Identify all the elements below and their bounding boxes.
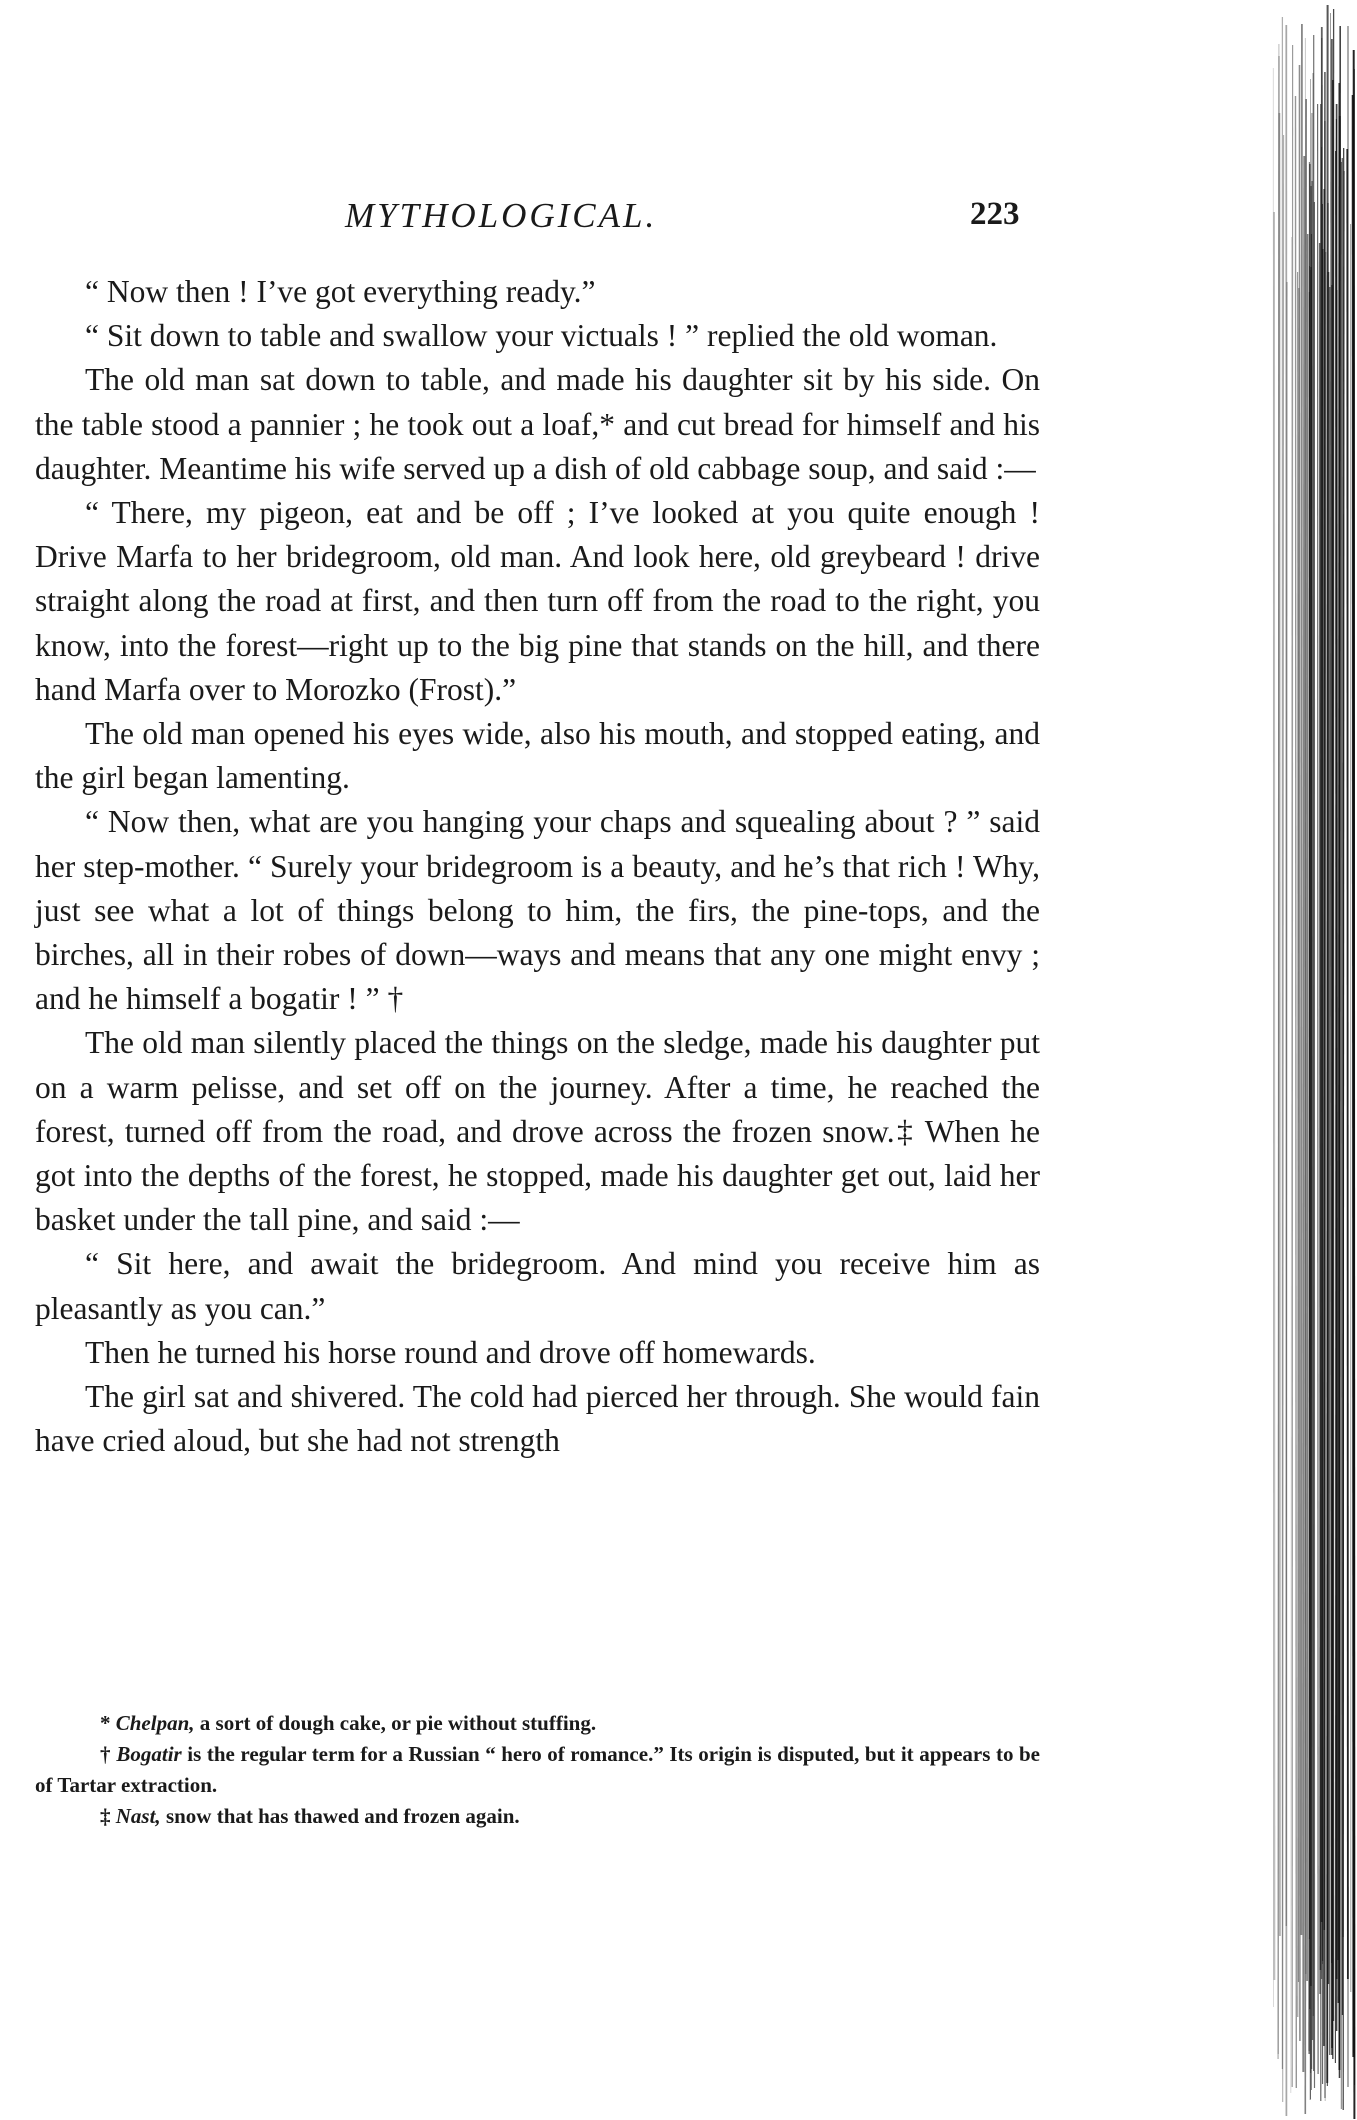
paragraph: The old man sat down to table, and made his daughter sit by his side. On the table stood a pannier ; he took out a loaf,* and cut bread for himself and his daughter. Meantime his wife served up a dish of old cabbage soup, and said :— [35,362,1040,486]
page-number: 223 [970,196,1020,232]
footnote-text: is the regular term for a Russian “ hero of romance.” Its origin is disputed, but it appears to be of Tartar extraction. [35,1742,1040,1797]
footnote [35,1739,1040,1801]
edge-streak [1318,104,1319,2074]
paragraph: “ Sit here, and await the bridegroom. And mind you receive him as pleasantly as you can.” [35,1246,1040,1326]
running-title: MYTHOLOGICAL. [345,196,658,235]
edge-streak [1324,72,1325,1930]
paragraph: “ Sit down to table and swallow your victuals ! ” replied the old woman. [85,318,998,354]
paragraph: “ Now then, what are you hanging your chaps and squealing about ? ” said her step-mother. “ Surely your bridegroom is a beauty, and he’s that rich ! Why, just see what a lot of things belong to him, the firs, the pine-tops, and the birches, all in their robes of down—ways and means that any one might envy ; and he himself a bogatir ! ” † [35,804,1040,1017]
paragraph: The old man opened his eyes wide, also his mouth, and stopped eating, and the girl began lamenting. [35,716,1040,796]
footnote-marker: † [100,1742,111,1766]
edge-streak [1307,234,1308,1981]
edge-streak [1353,95,1354,2057]
footnote-text: a sort of dough cake, or pie without stuffing. [199,1711,597,1735]
edge-streak [1296,96,1297,2088]
edge-streak [1279,113,1280,1936]
page-edge-shadow [1272,0,1357,2120]
book-edge-texture [1272,0,1357,2120]
running-head [0,196,1357,246]
footnotes [35,1708,1040,1832]
paragraph: “ Now then ! I’ve got everything ready.” [85,274,596,309]
footnote-marker: ‡ [100,1804,111,1828]
paragraph: Then he turned his horse round and drove off homewards. [85,1334,816,1370]
paragraph: The girl sat and shivered. The cold had pierced her through. She would fain have cried aloud, but she had not strength [35,1379,1040,1459]
edge-streak [1303,156,1304,2072]
footnote [35,1801,1040,1832]
footnote-term: Bogatir [116,1742,182,1766]
edge-streak [1320,243,1321,1970]
paragraph: “ There, my pigeon, eat and be off ; I’ve looked at you quite enough ! Drive Marfa to her bridegroom, old man. And look here, old greybeard ! drive straight along the road at first, and then turn off from the road to the right, you know, into the forest—right up to the big pine that stands on the hill, and there hand Marfa over to Morozko (Frost).” [35,495,1040,707]
footnote [35,1708,1040,1739]
footnote-term: Nast, [115,1804,161,1828]
edge-streak [1301,24,1302,1935]
paragraph: The old man silently placed the things on the sledge, made his daughter put on a warm pelisse, and set off on the journey. After a time, he reached the forest, turned off from the road, and drove across the frozen snow.‡ When he got into the depths of the forest, he stopped, made his daughter get out, laid her basket under the tall pine, and said :— [35,1025,1040,1238]
edge-streak [1309,266,1310,2051]
footnote-marker: * [100,1711,111,1735]
footnote-text: snow that has thawed and frozen again. [165,1804,520,1828]
edge-streak [1291,237,1292,2093]
footnote-term: Chelpan, [115,1711,195,1735]
body-text [35,270,1040,1463]
